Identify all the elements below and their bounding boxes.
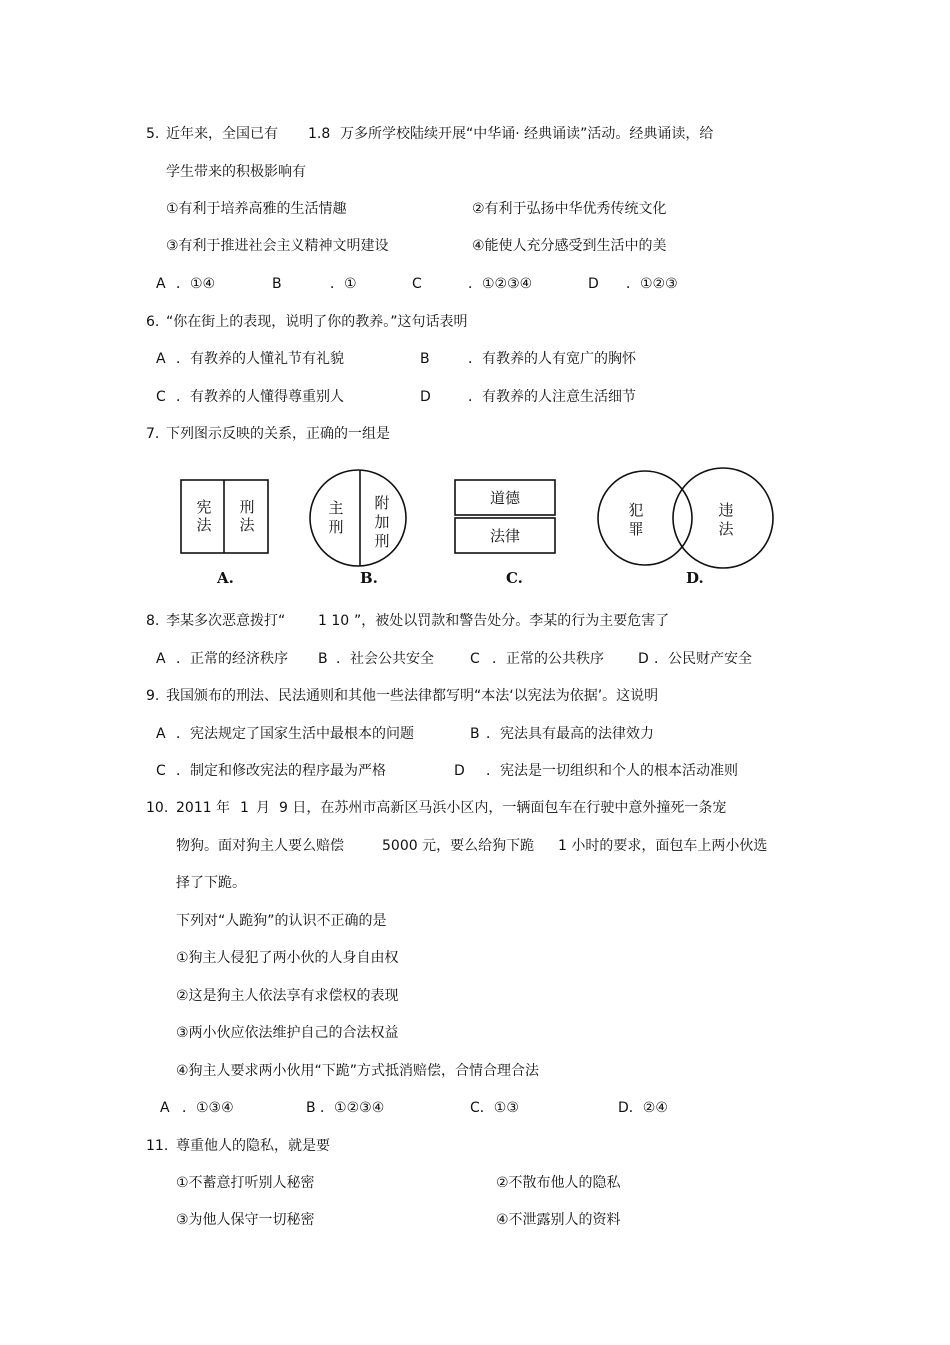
q5-option-a-letter: A [156,276,166,292]
q8-option-d-text: ．公民财产安全 [654,651,752,667]
q8-stem-number: 1 10 [318,613,350,629]
q6-option-a-letter: A [156,351,166,367]
q6-option-c-text: ．有教养的人懂得尊重别人 [176,389,344,405]
q10-item-1: ①狗主人侵犯了两小伙的人身自由权 [176,950,399,966]
q10-option-a-text: ．①③④ [182,1100,234,1116]
q10-line3: 择了下跪。 [176,875,246,891]
q8-option-c-text: ．正常的公共秩序 [492,651,604,667]
q7-figures [0,0,950,600]
figure-c-bottom: 法律 [489,527,521,545]
figure-a-left-char1: 宪 [196,498,212,516]
q8-number: 8. [146,613,160,629]
q9-option-c-letter: C [156,763,166,779]
q8-option-a-text: ．正常的经济秩序 [176,651,288,667]
q5-item-1: ①有利于培养高雅的生活情趣 [166,201,347,217]
q5-item-4: ④能使人充分感受到生活中的美 [472,238,667,254]
figure-b-left-char2: 刑 [328,518,344,536]
figure-c-label: C. [506,569,523,587]
figure-b-right-char1: 附 [374,494,390,512]
figure-d-label: D. [686,569,704,587]
q11-stem: 尊重他人的隐私，就是要 [176,1138,330,1154]
q5-option-d-text: ．①②③ [626,276,678,292]
q5-option-c-letter: C [412,276,422,292]
q5-number: 5. [146,126,160,142]
q11-item-4: ④不泄露别人的资料 [496,1212,621,1228]
figure-d-right-char2: 法 [718,520,734,538]
q9-stem: 我国颁布的刑法、民法通则和其他一些法律都写明“本法‘以宪法为依据’。这说明 [166,688,659,704]
q10-line1-year: 2011 [176,800,212,816]
figure-b-left-char1: 主 [328,499,344,517]
q10-line1-nian: 年 [216,800,230,816]
figure-d-left-char1: 犯 [628,501,644,519]
q10-line1-month-num: 1 [240,800,249,816]
q9-option-b-text: ．宪法具有最高的法律效力 [486,726,654,742]
q8-option-b-letter: B [318,651,328,667]
figure-c-top: 道德 [489,489,521,507]
figure-c [455,480,555,553]
q10-option-d: D．②④ [618,1100,668,1116]
q10-line2-part3: 1 小时的要求，面包车上两小伙选 [558,838,768,854]
q6-option-a-text: ．有教养的人懂礼节有礼貌 [176,351,344,367]
figure-d [598,468,773,568]
figure-a [181,480,268,553]
q6-option-b-text: ．有教养的人有宽广的胸怀 [468,351,636,367]
q11-item-3: ③为他人保守一切秘密 [176,1212,315,1228]
q5-option-a-text: ．①④ [176,276,216,292]
q11-item-2: ②不散布他人的隐私 [496,1175,621,1191]
q5-item-2: ②有利于弘扬中华优秀传统文化 [472,201,667,217]
q8-stem-part2: ”，被处以罚款和警告处分。李某的行为主要危害了 [354,613,670,629]
q6-option-c-letter: C [156,389,166,405]
q5-option-d-letter: D [588,276,599,292]
q10-option-b: B ．①②③④ [306,1100,385,1116]
q8-option-d-letter: D [638,651,649,667]
figure-a-right-char1: 刑 [239,498,255,516]
q5-stem-part2: 万多所学校陆续开展“中华诵· 经典诵读”活动。经典诵读，给 [340,126,714,142]
q10-stem: 下列对“人跪狗”的认识不正确的是 [176,913,387,929]
figure-a-left-char2: 法 [196,516,212,534]
q10-line2-part1: 物狗。面对狗主人要么赔偿 [176,838,344,854]
figure-b [310,470,406,566]
q10-item-2: ②这是狗主人依法享有求偿权的表现 [176,988,399,1004]
q8-option-b-text: ．社会公共安全 [336,651,434,667]
q7-stem: 下列图示反映的关系，正确的一组是 [166,426,390,442]
q10-line1-rest: 9 日，在苏州市高新区马浜小区内，一辆面包车在行驶中意外撞死一条宠 [279,800,727,816]
q10-item-3: ③两小伙应依法维护自己的合法权益 [176,1025,399,1041]
q6-number: 6. [146,314,160,330]
figure-b-label: B. [360,569,378,587]
q6-option-d-text: ．有教养的人注意生活细节 [468,389,636,405]
q10-line2-part2: 5000 元，要么给狗下跪 [382,838,535,854]
q9-option-a-letter: A [156,726,166,742]
q6-option-d-letter: D [420,389,431,405]
q8-stem-part1: 李某多次恶意拨打“ [166,613,286,629]
q9-option-d-text: ．宪法是一切组织和个人的根本活动准则 [486,763,738,779]
q10-option-a-letter: A [160,1100,170,1116]
q10-number: 10. [146,800,169,816]
q5-stem-number: 1.8 [308,126,331,142]
figure-b-right-char2: 加 [374,513,390,531]
figure-d-right-char1: 违 [718,501,734,519]
q9-option-d-letter: D [454,763,465,779]
figure-d-left-char2: 罪 [628,520,644,538]
q9-number: 9. [146,688,160,704]
q11-item-1: ①不蓄意打听别人秘密 [176,1175,315,1191]
q10-item-4: ④狗主人要求两小伙用“下跪”方式抵消赔偿，合情合理合法 [176,1063,540,1079]
q10-option-c: C．①③ [470,1100,519,1116]
q7-number: 7. [146,426,160,442]
q10-line1-yue: 月 [256,800,270,816]
figure-a-label: A. [217,569,234,587]
q5-stem-part1: 近年来，全国已有 [166,126,278,142]
q8-option-a-letter: A [156,651,166,667]
q9-option-b-letter: B [470,726,480,742]
q9-option-c-text: ．制定和修改宪法的程序最为严格 [176,763,386,779]
q9-option-a-text: ．宪法规定了国家生活中最根本的问题 [176,726,414,742]
figure-a-right-char2: 法 [239,516,255,534]
q6-option-b-letter: B [420,351,430,367]
q5-option-b-text: ．① [330,276,357,292]
q6-stem: “你在街上的表现，说明了你的教养。”这句话表明 [166,314,468,330]
q5-option-b-letter: B [272,276,282,292]
q5-stem-part3: 学生带来的积极影响有 [166,164,306,180]
q8-option-c-letter: C [470,651,480,667]
q11-number: 11. [146,1138,169,1154]
q5-option-c-text: ．①②③④ [468,276,533,292]
figure-b-right-char3: 刑 [374,532,390,550]
q5-item-3: ③有利于推进社会主义精神文明建设 [166,238,389,254]
